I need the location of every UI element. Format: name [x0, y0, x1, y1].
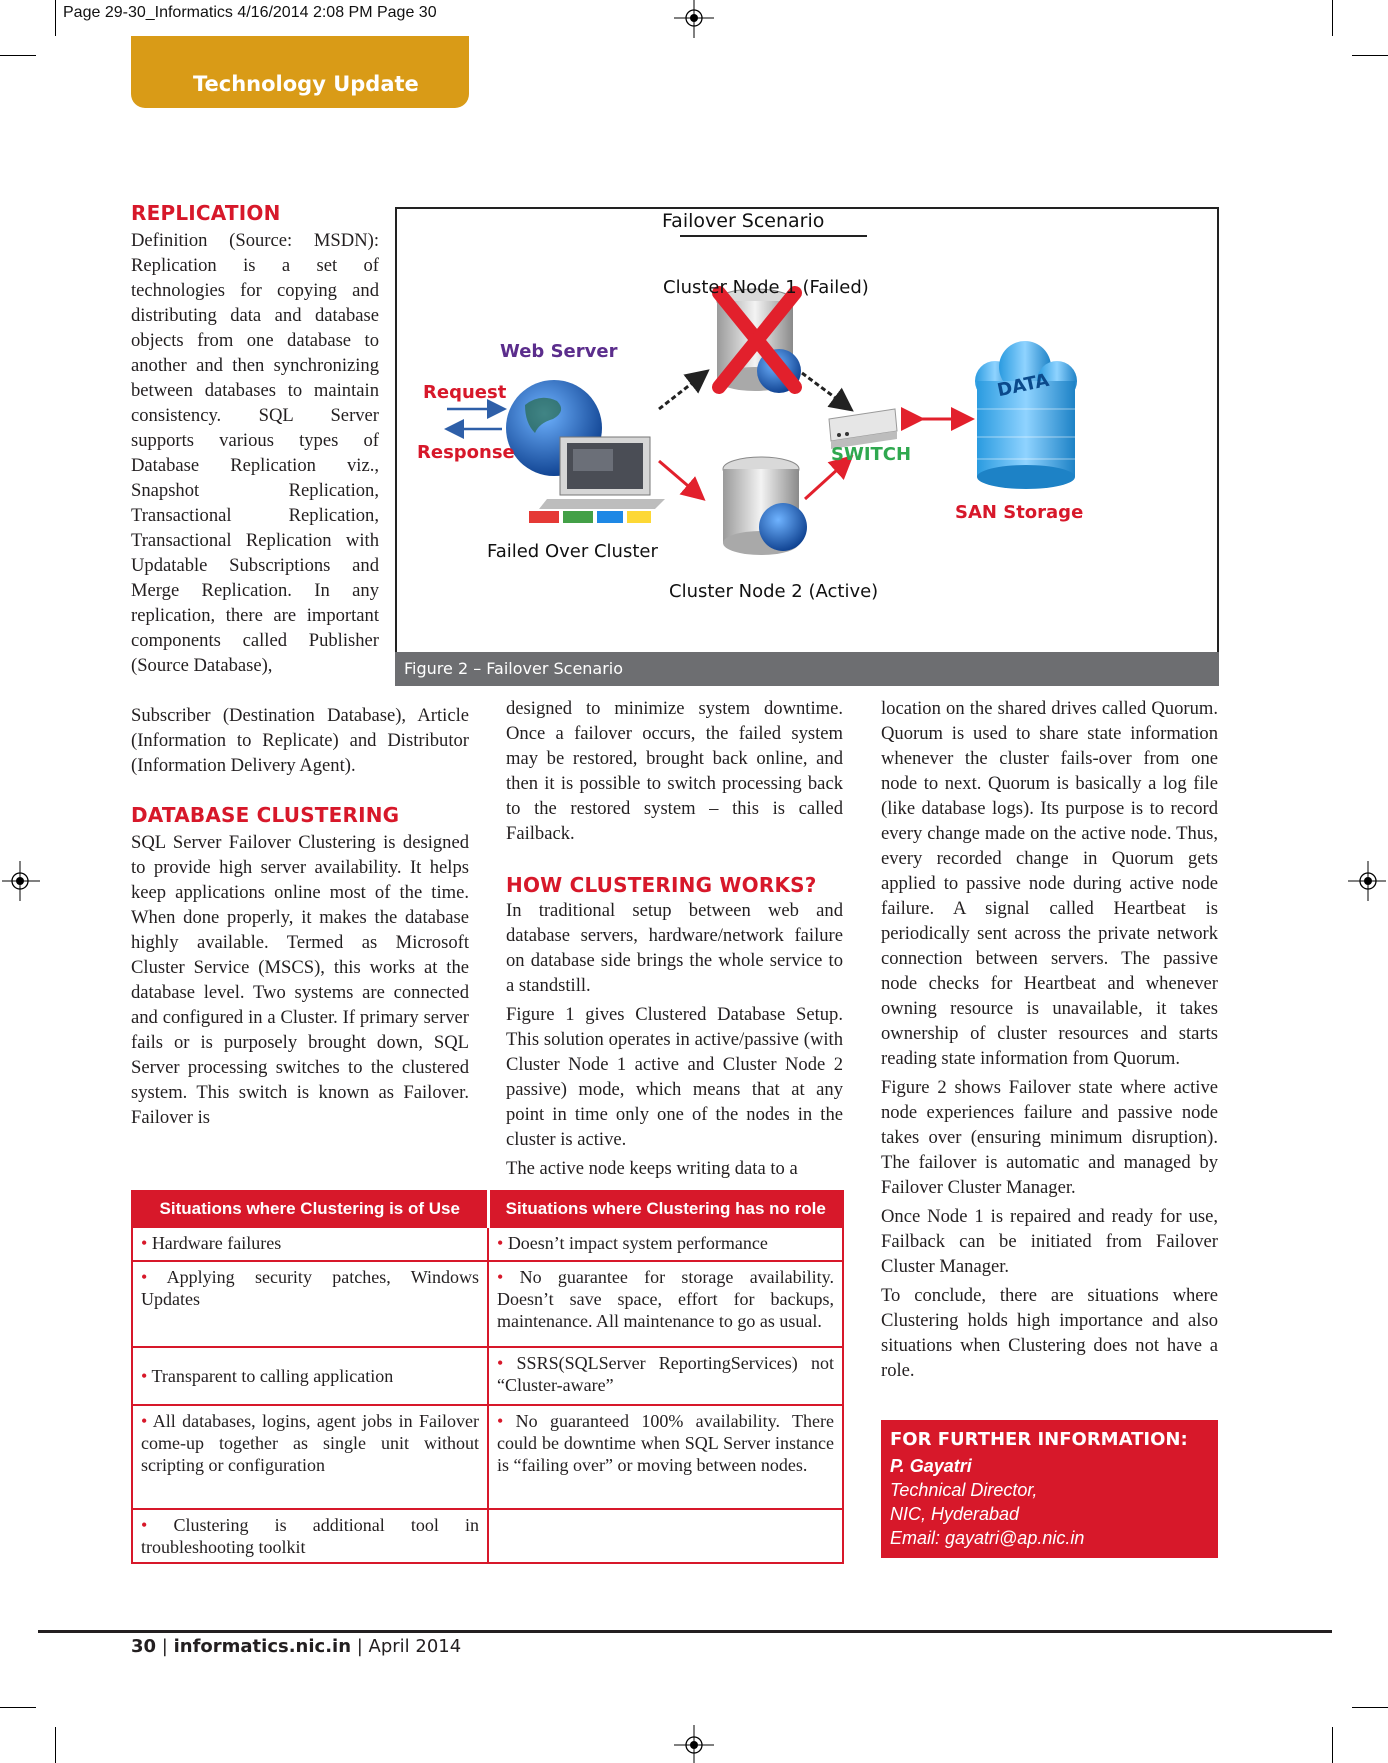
info-name: P. Gayatri — [890, 1456, 972, 1476]
section-banner — [131, 36, 469, 108]
dashed-arrow-node-1-to-switch — [802, 373, 849, 408]
footer-site: informatics.nic.in — [173, 1636, 352, 1657]
table-cell-text: Clustering is additional tool in troubleshooting toolkit — [141, 1515, 479, 1557]
table-row — [132, 1347, 843, 1405]
bullet-icon: • — [141, 1515, 148, 1535]
print-slug: Page 29-30_Informatics 4/16/2014 2:08 PM Page 30 — [63, 4, 437, 21]
table-cell-text: Applying security patches, Windows Updates — [141, 1267, 479, 1309]
situations-table — [131, 1190, 844, 1564]
cluster-node-2-icon — [723, 457, 807, 555]
crop-mark — [1352, 1707, 1388, 1708]
col2-failback-paragraph: designed to minimize system downtime. Once a failover occurs, the failed system may be restored, brought back online, and then it is possible to switch processing back to the restored system – this is called Failback. — [506, 698, 843, 844]
table-row — [132, 1227, 843, 1261]
switch-label: SWITCH — [831, 444, 912, 465]
table-cell — [132, 1261, 488, 1347]
replication-heading: REPLICATION — [131, 201, 281, 225]
san-storage-label: SAN Storage — [955, 502, 1084, 523]
clustering-body: SQL Server Failover Clustering is designed to provide high server availability. It helps keep applications online most of the time. When done properly, it makes the database highly available. Termed as Microsoft Cluster Service (MSCS), this works at the database level. Two systems are connected and configured in a Cluster. If primary server fails or is purposely brought down, SQL Server processing switches to the clustered system. This switch is known as Failover. Failover is — [131, 832, 469, 1128]
table-cell — [132, 1347, 488, 1405]
col2-body — [506, 898, 843, 1185]
bullet-icon: • — [497, 1353, 504, 1373]
table-cell — [488, 1347, 843, 1405]
table-row — [132, 1405, 843, 1509]
col3-paragraph: location on the shared drives called Quorum. Quorum is used to share state information whenever the cluster fails-over from one node to next. Quorum is basically a log file (like database logs). Its purpose is to record every change made on the active node. Thus, every recorded change in Quorum gets applied to passive node during active node failure. A signal called Heartbeat is periodically sent across the private network connection between servers. The passive node checks for Heartbeat and whenever owning resource is unavailable, it takes ownership of cluster resources and starts reading state information from Quorum. — [881, 698, 1218, 1069]
bullet-icon: • — [497, 1267, 504, 1287]
col2-paragraph: Figure 1 gives Clustered Database Setup. This solution operates in active/passive (with Cluster Node 1 active and Cluster Node 2 passive) mode, which means that at any point in time only one of the nodes in the cluster is active. — [506, 1004, 843, 1150]
bullet-icon: • — [141, 1411, 148, 1431]
table-cell — [488, 1261, 843, 1347]
cluster-node-1-icon — [717, 289, 801, 393]
crop-mark — [1352, 55, 1388, 56]
crop-mark — [55, 1727, 56, 1763]
switch-icon — [829, 409, 897, 449]
info-org: NIC, Hyderabad — [890, 1504, 1020, 1524]
page-footer — [131, 1636, 461, 1657]
table-cell — [488, 1227, 843, 1261]
col3-paragraph: To conclude, there are situations where Clustering holds high importance and also situations when Clustering does not have a role. — [881, 1285, 1218, 1381]
col2-paragraph: The active node keeps writing data to a — [506, 1158, 798, 1179]
cluster-node-2-label: Cluster Node 2 (Active) — [669, 581, 879, 602]
col3-body — [881, 696, 1218, 1387]
bullet-icon: • — [141, 1267, 148, 1287]
san-storage-icon — [975, 341, 1077, 489]
cluster-node-1-label: Cluster Node 1 (Failed) — [663, 277, 869, 298]
crop-mark — [1332, 1727, 1333, 1763]
failover-scenario-figure — [395, 207, 1219, 655]
table-cell — [132, 1509, 488, 1563]
figure-caption: Figure 2 – Failover Scenario — [395, 652, 1219, 686]
dashed-arrow-to-node-1 — [659, 373, 705, 409]
red-arrow-to-node-2 — [659, 461, 701, 497]
footer-rule — [38, 1630, 1332, 1633]
how-clustering-works-heading: HOW CLUSTERING WORKS? — [506, 873, 817, 897]
section-banner-label: Technology Update — [193, 72, 419, 96]
table-cell — [132, 1405, 488, 1509]
crop-mark — [0, 1707, 36, 1708]
table-row — [132, 1261, 843, 1347]
crop-mark — [55, 0, 56, 36]
web-server-label: Web Server — [500, 341, 618, 362]
registration-mark-icon — [0, 861, 40, 901]
figure-title: Failover Scenario — [662, 210, 825, 232]
table-cell-text: No guaranteed 100% availability. There could be downtime when SQL Server instance is “failing over” or moving between nodes. — [497, 1411, 834, 1475]
table-header: Situations where Clustering is of Use — [132, 1191, 488, 1227]
footer-separator: | — [351, 1636, 369, 1657]
request-label: Request — [423, 382, 507, 403]
table-row — [132, 1509, 843, 1563]
failed-over-cluster-label: Failed Over Cluster — [487, 541, 658, 562]
crop-mark — [1332, 0, 1333, 36]
bullet-icon: • — [141, 1233, 148, 1253]
table-cell-text: Hardware failures — [151, 1233, 282, 1253]
bullet-icon: • — [497, 1233, 504, 1253]
col2-paragraph: In traditional setup between web and database servers, hardware/network failure on database side brings the whole service to a standstill. — [506, 900, 843, 996]
web-server-icon — [506, 380, 665, 523]
table-cell — [132, 1227, 488, 1261]
info-role: Technical Director, — [890, 1480, 1038, 1500]
response-label: Response — [417, 442, 515, 463]
replication-body-continued: Subscriber (Destination Database), Article (Information to Replicate) and Distributor (Information Delivery Agent). — [131, 705, 469, 776]
registration-mark-icon — [674, 1723, 714, 1763]
crop-mark — [0, 55, 36, 56]
table-cell-text: All databases, logins, agent jobs in Failover come-up together as single unit without scripting or configuration — [141, 1411, 479, 1475]
page-number: 30 — [131, 1636, 157, 1657]
table-header: Situations where Clustering has no role — [488, 1191, 843, 1227]
red-arrow-node-2-to-switch — [805, 459, 849, 499]
bullet-icon: • — [497, 1411, 504, 1431]
table-cell-text: Transparent to calling application — [151, 1366, 394, 1386]
registration-mark-icon — [1348, 861, 1388, 901]
footer-date: April 2014 — [368, 1636, 462, 1657]
table-cell — [488, 1405, 843, 1509]
further-information-box — [881, 1420, 1218, 1558]
table-cell-text: SSRS(SQLServer ReportingServices) not “Cluster-aware” — [497, 1353, 834, 1395]
table-cell-text: Doesn’t impact system performance — [507, 1233, 768, 1253]
bullet-icon: • — [141, 1366, 148, 1386]
clustering-heading: DATABASE CLUSTERING — [131, 803, 400, 827]
replication-body: Definition (Source: MSDN): Replication is a set of technologies for copying and distributing data and database objects from one database to another and then synchronizing between databases to maintain consistency. SQL Server supports various types of Database Replication viz., Snapshot Replication, Transactional Replication, Transactional Replication with Updatable Subscriptions and Merge Replication. In any replication, there are important components called Publisher (Source Database), — [131, 230, 379, 676]
col3-paragraph: Figure 2 shows Failover state where active node experiences failure and passive node takes over (ensuring minimum disruption). The failover is automatic and managed by Failover Cluster Manager. — [881, 1077, 1218, 1198]
data-tag-label: DATA — [995, 369, 1051, 402]
footer-separator: | — [156, 1636, 174, 1657]
info-title: FOR FURTHER INFORMATION: — [890, 1429, 1188, 1450]
info-email: Email: gayatri@ap.nic.in — [890, 1528, 1085, 1548]
registration-mark-icon — [674, 0, 714, 40]
col3-paragraph: Once Node 1 is repaired and ready for use, Failback can be initiated from Failover Cluster Manager. — [881, 1206, 1218, 1277]
table-cell-text: No guarantee for storage availability. Doesn’t save space, effort for backups, maintenance. All maintenance to go as usual. — [497, 1267, 834, 1331]
table-cell — [488, 1509, 843, 1563]
